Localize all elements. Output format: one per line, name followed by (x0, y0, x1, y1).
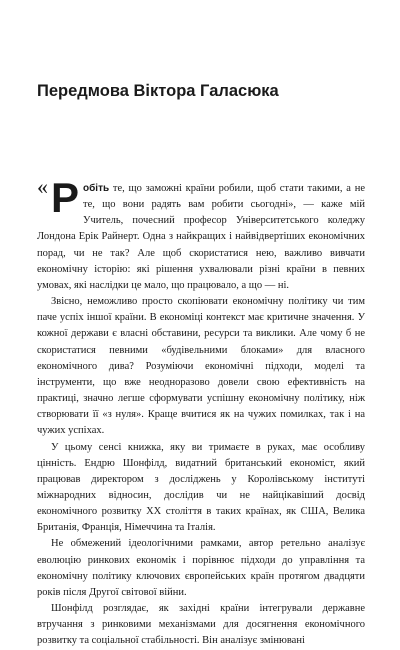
page-title: Передмова Віктора Галасюка (37, 82, 279, 100)
paragraph-1-text: те, що заможні країни робили, щоб стати такими, а не те, що вони радять вам робити сьогодні», — каже мій Учитель, почесний професор Університетського коледжу Лондона Ерік Райнерт. Одна з найкращих і найвідвертіших економічних порад, чи не так? Але щоб скористатися нею, важливо вивчати економічну історію: які рішення ухвалювали різні країни в певних умовах, які наслідки це мало, що працювало, а що — ні. (37, 183, 365, 291)
paragraph-4: Не обмежений ідеологічними рамками, автор ретельно аналізує еволюцію ринкових економік і порівнює підходи до управління та економічну політику ключових європейських країн протягом двадцяти років після Другої світової війни. (37, 538, 365, 598)
opening-quote-mark: « (37, 174, 48, 199)
first-word-rest: обіть (83, 183, 110, 194)
paragraph-1 (37, 174, 365, 294)
paragraph-3: У цьому сенсі книжка, яку ви тримаєте в руках, має особливу цінність. Ендрю Шонфілд, видатний британський економіст, який працював директором з досліджень у Королівському інституті міжнародних відносин, дослідив чи не найцікавіший досвід економічного розвитку XX століття в таких країнах, як США, Велика Британія, Франція, Німеччина та Італія. (37, 441, 365, 534)
paragraph-2: Звісно, неможливо просто скопіювати економічну політику чи тим паче успіх іншої країни. В економіці контекст має критичне значення. У кожної держави є власні обставини, ресурси та виклики. Але чому б не скористатися певними «будівельними блоками» для власного економічного дива? Розуміючи економічні підходи, моделі та інструменти, що вже неодноразово довели свою ефективність на практиці, значно легше сформувати успішну економічну політику, ніж створювати її «з нуля». Краще вчитися як на чужих помилках, так і на чужих успіхах. (37, 296, 365, 437)
body-text (37, 174, 365, 650)
drop-cap: Р (51, 174, 80, 221)
paragraph-5: Шонфілд розглядає, як західні країни інтегрували державне втручання з ринковими механізмами для досягнення економічного розвитку та соціальної стабільності. Він аналізує змінювані (37, 603, 365, 647)
